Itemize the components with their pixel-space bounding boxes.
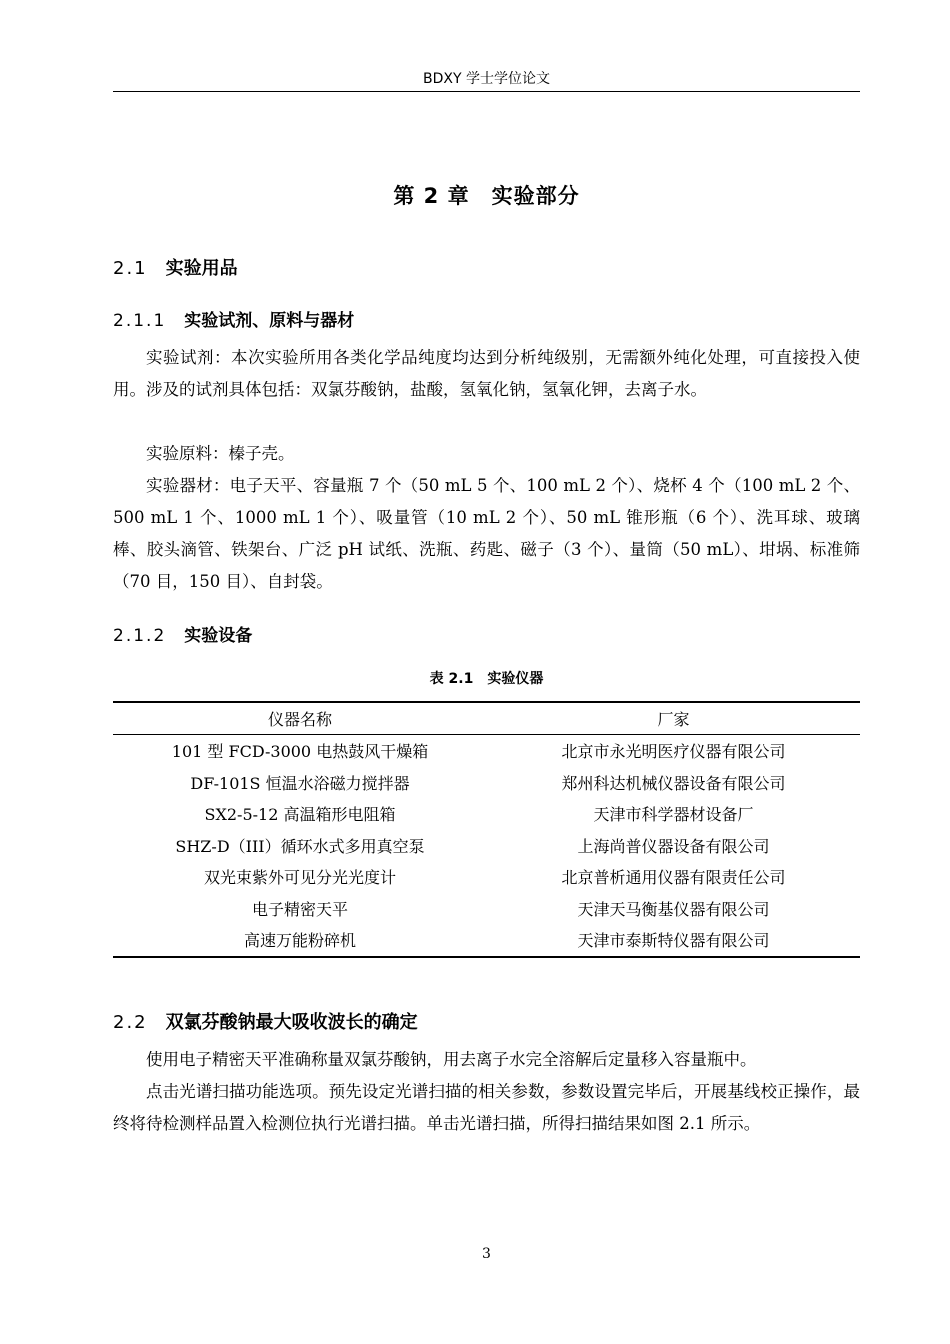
section-number: 2.2 [113,1012,148,1033]
manufacturer-cell: 郑州科达机械仪器设备有限公司 [561,773,786,793]
manufacturer-cell: 北京普析通用仪器有限责任公司 [561,868,786,888]
table-row [113,767,860,799]
instrument-cell: SHZ-D（III）循环水式多用真空泵 [175,836,425,856]
section-number: 2.1 [113,258,148,279]
instrument-cell: 101 型 FCD-3000 电热鼓风干燥箱 [171,742,429,762]
manufacturer-cell: 天津市科学器材设备厂 [593,805,754,825]
section-heading-2-1 [113,254,238,280]
column-header-manufacturer: 厂家 [487,702,860,735]
paragraph-raw-materials: 实验原料：榛子壳。 [146,444,295,463]
section-title: 双氯芬酸钠最大吸收波长的确定 [165,1012,418,1033]
section-heading-2-2 [113,1008,418,1034]
table-row [113,861,860,893]
section-title: 实验用品 [165,258,238,279]
instrument-cell: SX2-5-12 高温箱形电阻箱 [204,805,396,825]
manufacturer-cell: 北京市永光明医疗仪器有限公司 [561,742,786,762]
paragraph-weighing: 使用电子精密天平准确称量双氯芬酸钠，用去离子水完全溶解后定量移入容量瓶中。 [146,1050,757,1069]
table-row [113,735,860,767]
paragraph-spectral-scan: 点击光谱扫描功能选项。预先设定光谱扫描的相关参数，参数设置完毕后，开展基线校正操作，最终将待检测样品置入检测位执行光谱扫描。单击光谱扫描，所得扫描结果如图 2.1 所示。 [113,1082,860,1133]
table-row [113,798,860,830]
chapter-title: 第 2 章 实验部分 [393,184,580,208]
table-caption: 表 2.1 实验仪器 [429,671,544,687]
page-number: 3 [482,1246,491,1262]
subsection-title: 实验试剂、原料与器材 [184,311,355,331]
instrument-cell: DF-101S 恒温水浴磁力搅拌器 [190,773,410,793]
header-divider [113,91,860,92]
manufacturer-cell: 上海尚普仪器设备有限公司 [577,836,770,856]
paragraph-reagents: 实验试剂：本次实验所用各类化学品纯度均达到分析纯级别，无需额外纯化处理，可直接投入使用。涉及的试剂具体包括：双氯芬酸钠，盐酸，氢氧化钠，氢氧化钾，去离子水。 [113,348,860,399]
table-row [113,830,860,862]
subsection-number: 2.1.2 [113,626,167,646]
manufacturer-cell: 天津市泰斯特仪器有限公司 [487,924,860,957]
manufacturer-cell: 天津天马衡基仪器有限公司 [577,899,770,919]
subsection-title: 实验设备 [184,626,253,646]
table-row [113,893,860,925]
subsection-heading-2-1-1 [113,306,354,331]
subsection-number: 2.1.1 [113,311,167,331]
instrument-cell: 双光束紫外可见分光光度计 [203,868,396,888]
instrument-cell: 电子精密天平 [251,899,348,919]
table-header-row [113,702,860,735]
subsection-heading-2-1-2 [113,621,252,646]
instrument-cell: 高速万能粉碎机 [113,924,487,957]
table-row [113,924,860,957]
running-header: BDXY 学士学位论文 [423,71,550,87]
instrument-table [113,701,860,958]
paragraph-equipment-list: 实验器材：电子天平、容量瓶 7 个（50 mL 5 个、100 mL 2 个）、烧杯 4 个（100 mL 2 个、500 mL 1 个、1000 mL 1 个）、吸量管（10 mL 2 个）、50 mL 锥形瓶（6 个）、洗耳球、玻璃棒、胶头滴管、铁架台、广泛 pH 试纸、洗瓶、药匙、磁子（3 个）、量筒（50 mL）、坩埚、标准筛（70 目，150 目）、自封袋。 [113,476,860,591]
column-header-instrument: 仪器名称 [113,702,487,735]
